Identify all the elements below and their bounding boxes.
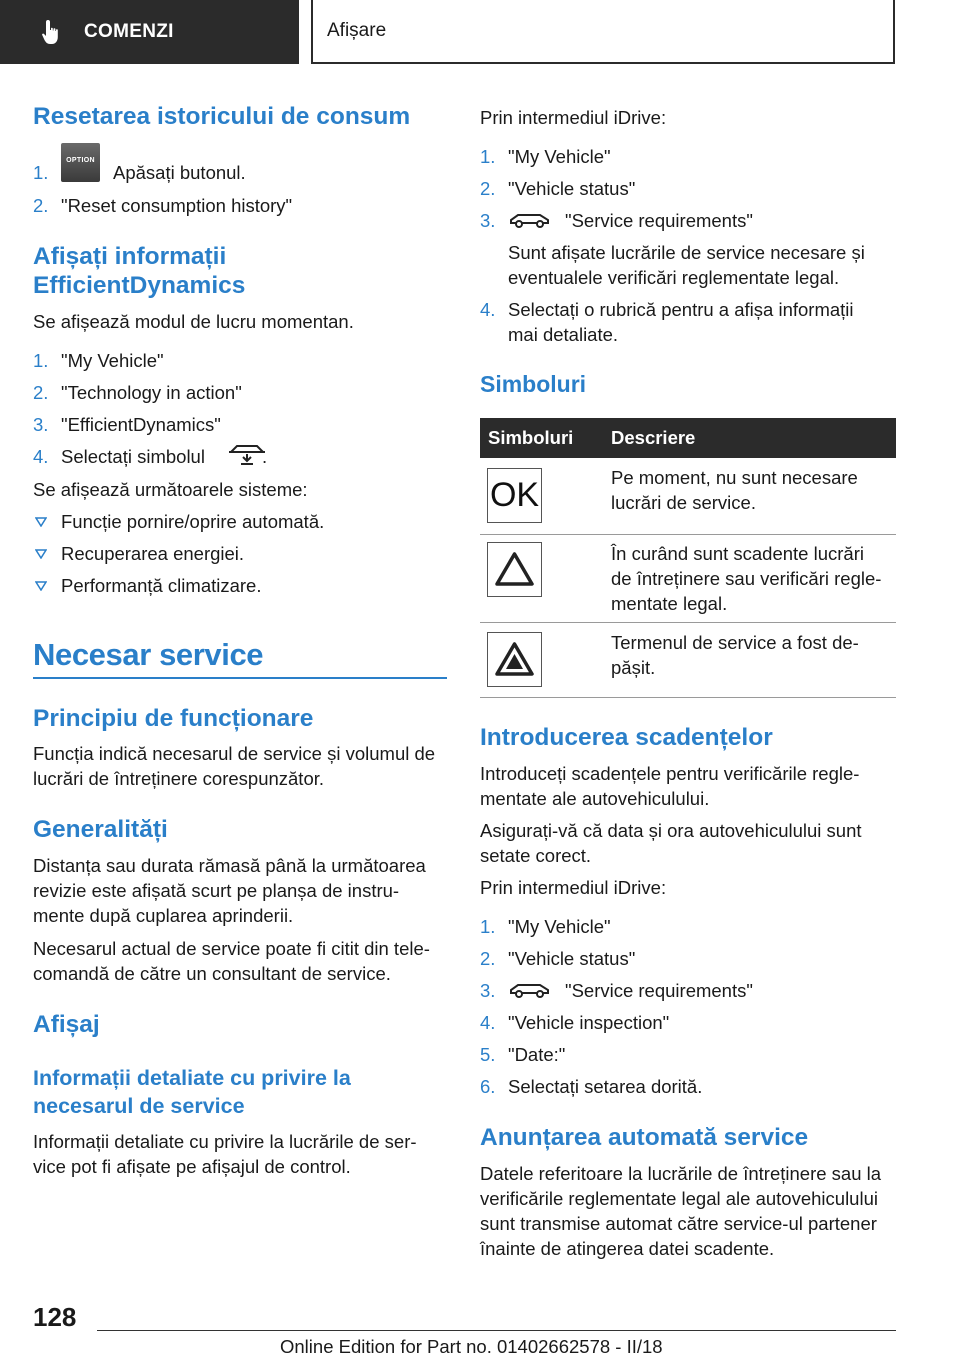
principle-line: Funcția indică necesarul de service și volumul de [33,743,436,764]
symbols-title: Simboluri [480,371,587,397]
auto-line: Datele referitoare la lucrările de întreținere sau la [480,1163,882,1184]
list-item: 2. "Vehicle status" [480,948,636,969]
list-item: Recuperarea energiei. [33,541,447,566]
dates-line: mentate ale autovehiculului. [480,788,710,809]
dates-idrive: Prin intermediul iDrive: [480,877,667,898]
auto-line: sunt transmise automat către service-ul partener [480,1213,877,1234]
list-item: 2. "Reset consumption history" [33,195,293,216]
general-line: Distanța sau durata rămasă până la următoarea [33,855,426,876]
step-note: eventualele verificări reglementate legal. [508,267,840,288]
car-service-icon [508,210,552,230]
eff-title-1: Afișați informații [33,243,227,270]
list-item: 3. "Service requirements" [480,210,753,231]
list-item: 1. OPTION Apăsați butonul. [33,160,447,185]
dates-line: Introduceți scadențele pentru verificările regle- [480,763,860,784]
general-title: Generalități [33,816,168,843]
list-item: 6. Selectați setarea dorită. [480,1076,703,1097]
detail-line: Informații detaliate cu privire la lucrările de ser- [33,1131,417,1152]
general-line: comandă de către un consultant de service. [33,963,391,984]
page-number: 128 [33,1302,77,1332]
hand-pointer-icon [40,18,64,46]
auto-line: verificările reglementate legal ale autovehiculului [480,1188,878,1209]
table-row: Termenul de service a fost de- pășit. [480,623,896,698]
step-note: mai detaliate. [508,324,619,345]
section-tab [0,0,299,64]
footer-divider [97,1330,896,1331]
general-line: mente după cuplarea aprinderii. [33,905,294,926]
col-header-symbols: Simboluri [488,427,574,448]
eff-systems-intro: Se afișează următoarele sisteme: [33,479,308,500]
service-title: Necesar service [33,637,264,672]
table-row: În curând sunt scadente lucrări de întreținere sau verificări regle- mentate legal. [480,535,896,623]
table-row: OK Pe moment, nu sunt necesare lucrări de service. [480,458,896,535]
section-divider [33,677,447,679]
list-item: Funcție pornire/oprire automată. [33,509,447,534]
dates-title: Introducerea scadențelor [480,724,773,751]
table-header [480,418,896,458]
principle-line: lucrări de întreținere corespunzător. [33,768,325,789]
triangle-bullet-icon [35,517,47,527]
step-note: Sunt afișate lucrările de service necesare și [508,242,865,263]
symbols-table [480,418,896,678]
list-item: 1. "My Vehicle" [480,146,611,167]
detail-title-1: Informații detaliate cu privire la [33,1066,351,1090]
dates-line: setate corect. [480,845,592,866]
triangle-bullet-icon [35,549,47,559]
car-service-icon [508,980,552,1000]
detail-title-2: necesarul de service [33,1094,245,1118]
list-item: 2. "Technology in action" [33,382,242,403]
list-item: 5. "Date:" [480,1044,566,1065]
general-line: Necesarul actual de service poate fi citit din tele- [33,938,430,959]
section-label: COMENZI [84,21,174,42]
list-item: 1. "My Vehicle" [33,350,164,371]
detail-line: vice pot fi afișate pe afișajul de control. [33,1156,351,1177]
list-item: Performanță climatizare. [33,573,447,598]
eff-title-2: EfficientDynamics [33,272,246,299]
list-item: 4. Selectați o rubrică pentru a afișa informații [480,299,854,320]
principle-title: Principiu de funcționare [33,705,314,732]
list-item: 3. "EfficientDynamics" [33,414,221,435]
warning-triangle-icon [487,542,542,597]
option-button-icon: OPTION [61,143,100,182]
chapter-label: Afișare [327,20,387,41]
list-item: 2. "Vehicle status" [480,178,636,199]
list-item: 1. "My Vehicle" [480,916,611,937]
edition-note: Online Edition for Part no. 01402662578 - II/18 [280,1336,663,1357]
display-title: Afișaj [33,1011,100,1038]
reset-title: Resetarea istoricului de consum [33,103,411,130]
idrive-intro: Prin intermediul iDrive: [480,107,667,128]
overdue-warning-icon [487,632,542,687]
auto-title: Anunțarea automată service [480,1124,809,1151]
col-header-description: Descriere [611,427,696,448]
dates-line: Asigurați-vă că data și ora autovehiculului sunt [480,820,862,841]
auto-line: înainte de atingerea datei scadente. [480,1238,775,1259]
ok-icon: OK [487,468,542,523]
list-item: 4. "Vehicle inspection" [480,1012,670,1033]
general-line: revizie este afișată scurt pe planșa de instru- [33,880,400,901]
efficient-dynamics-car-icon [227,442,267,468]
list-item: 3. "Service requirements" [480,980,753,1001]
triangle-bullet-icon [35,581,47,591]
chapter-header [311,0,895,64]
eff-intro: Se afișează modul de lucru momentan. [33,311,354,332]
list-item: 4. Selectați simbolul . [33,444,447,469]
